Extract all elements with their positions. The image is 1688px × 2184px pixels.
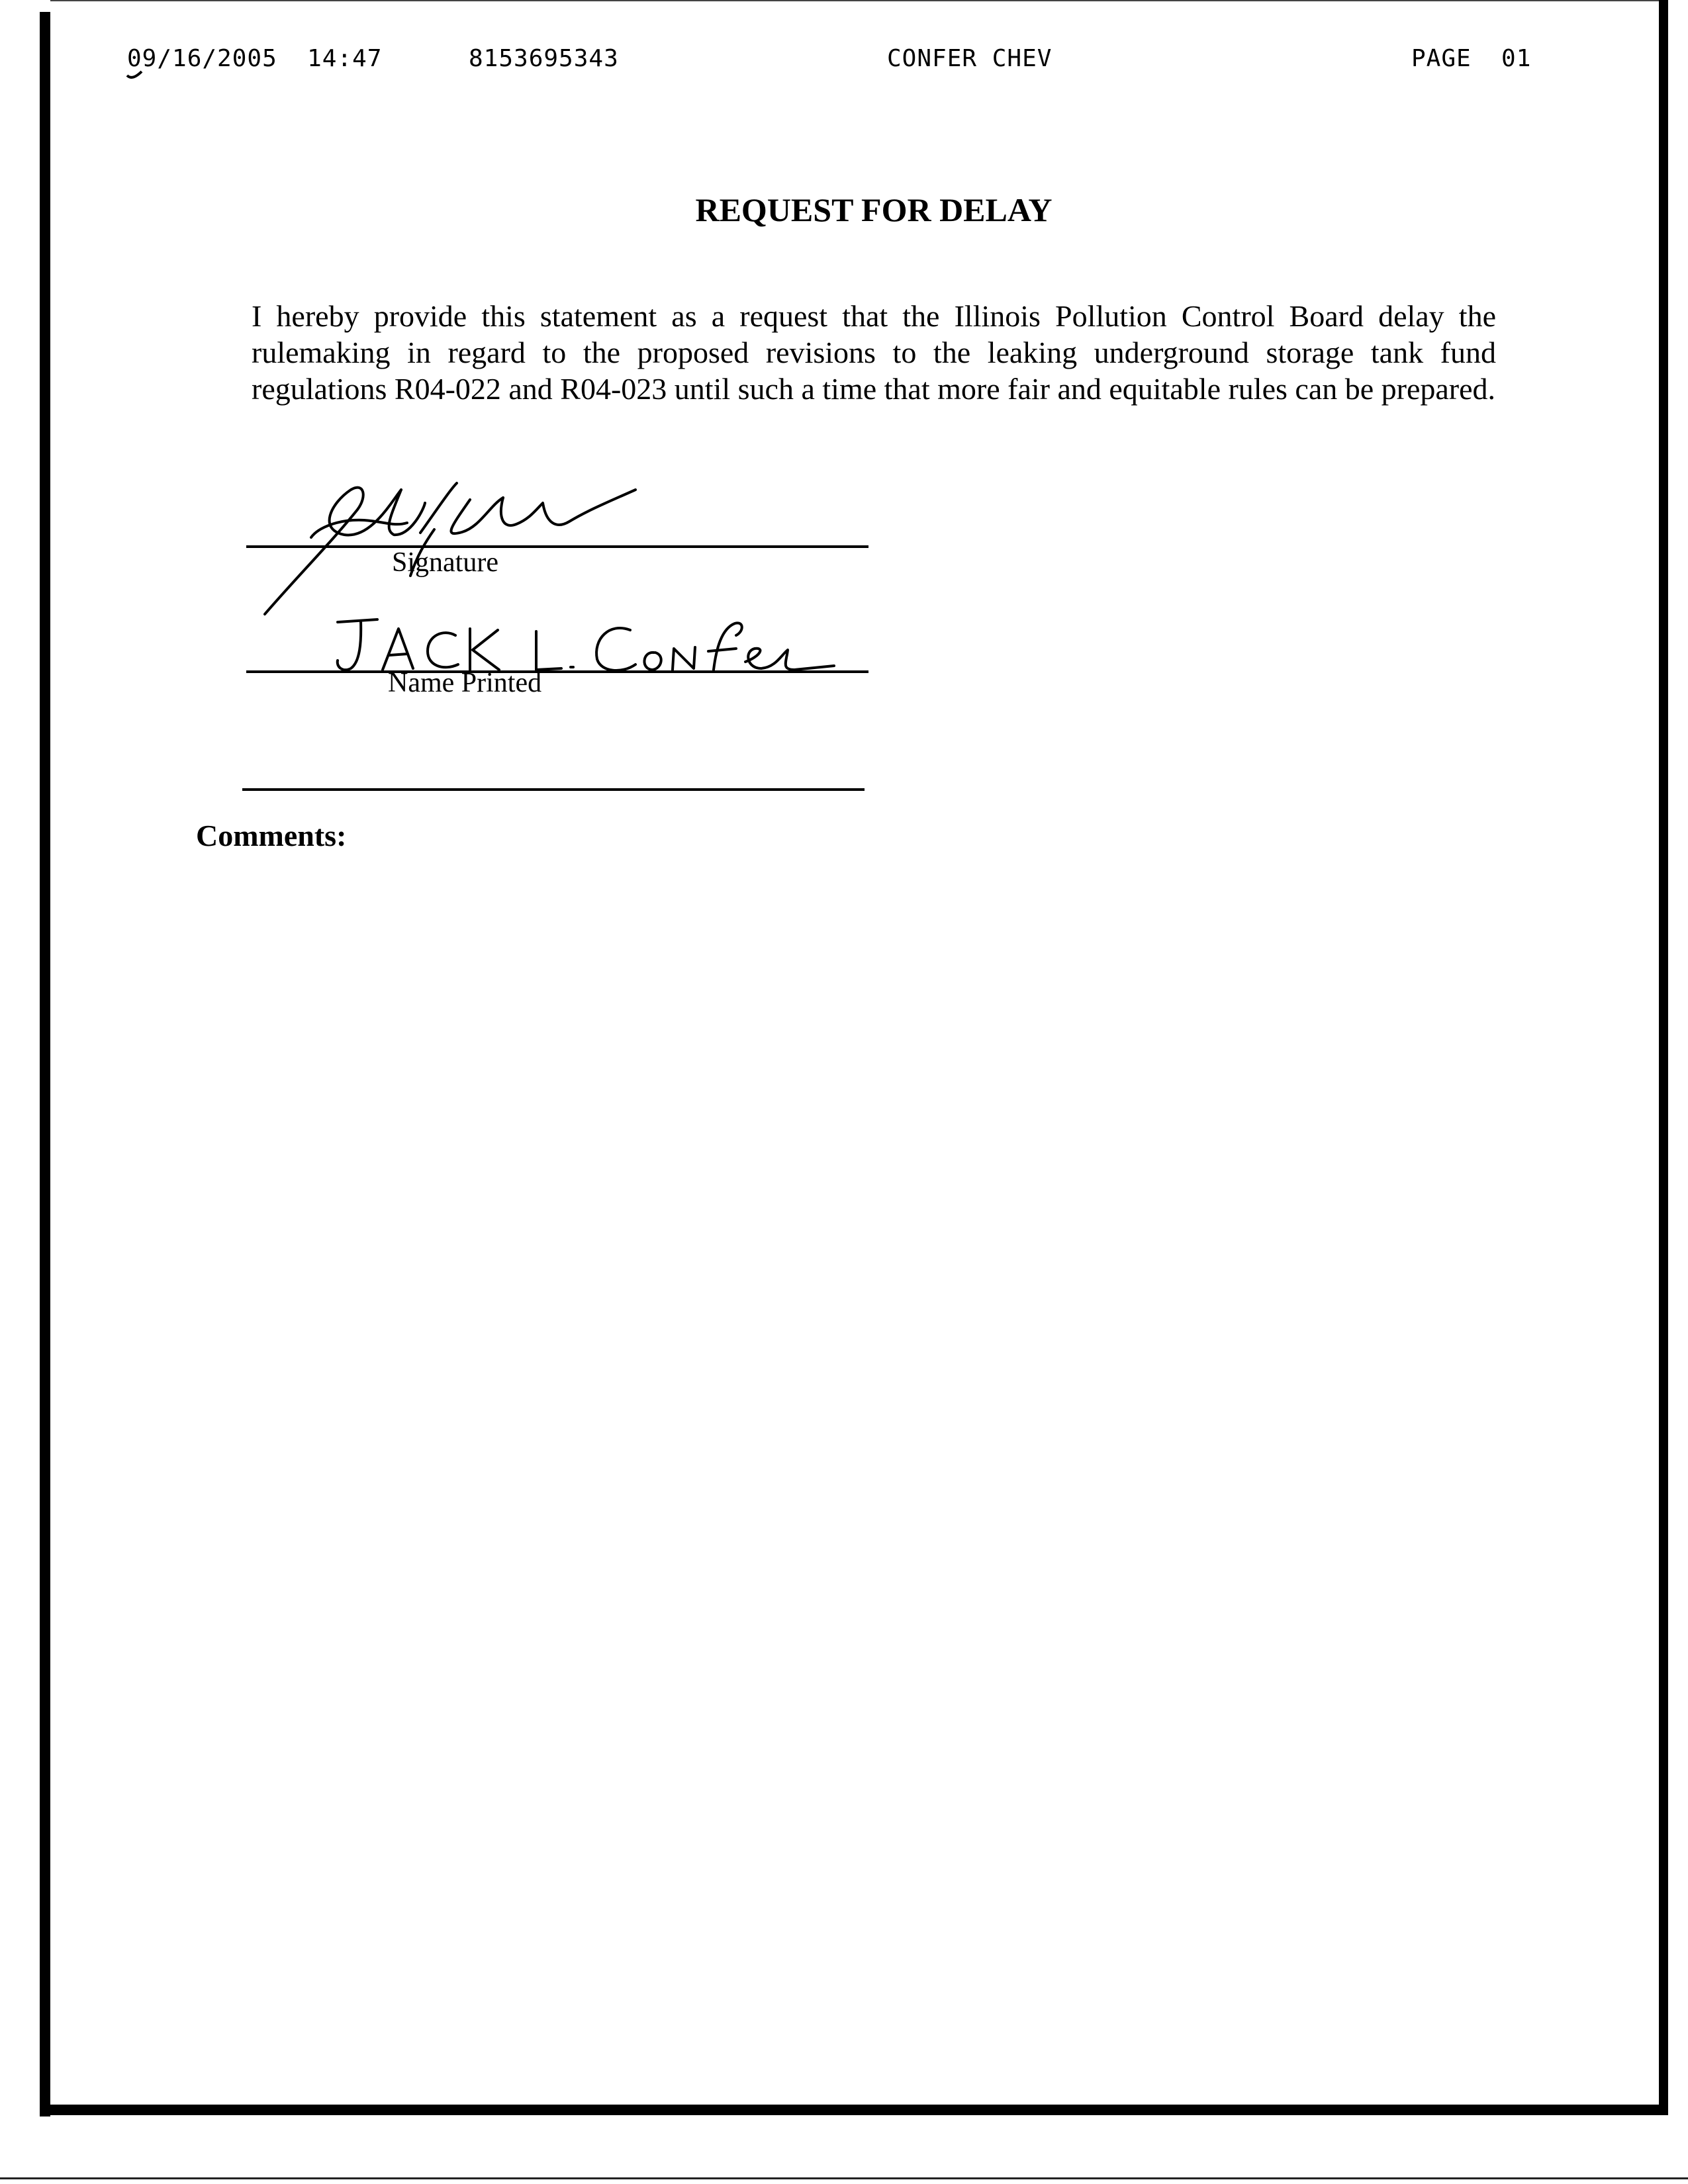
fax-datetime <box>127 45 382 72</box>
name-printed-label: Name Printed <box>388 668 542 698</box>
request-statement: I hereby provide this statement as a request that the Illinois Pollution Control Board delay the rulemaking in regard to the proposed revisions to the leaking underground storage tank fund regulations R04-022 and R04-023 until such a time that more fair and equitable rules can be prepared. <box>252 299 1496 406</box>
fax-page-number: PAGE 01 <box>1411 45 1532 72</box>
page-border-top <box>50 0 1659 1</box>
signature-label: Signature <box>392 547 498 578</box>
blank-line <box>242 788 865 791</box>
fax-time: 14:47 <box>307 45 383 72</box>
page-border-left <box>40 12 50 2116</box>
handwritten-signature <box>252 463 755 622</box>
document-title: REQUEST FOR DELAY <box>695 191 1053 228</box>
comments-label: Comments: <box>196 819 347 852</box>
fax-date: 09/16/2005 <box>127 45 277 72</box>
fax-phone: 8153695343 <box>469 45 619 72</box>
signature-line <box>246 545 868 548</box>
page-edge-bottom <box>0 2177 1688 2179</box>
page-border-bottom <box>40 2105 1668 2115</box>
fax-sender: CONFER CHEV <box>887 45 1053 72</box>
page-border-right <box>1659 0 1668 2105</box>
name-line <box>246 670 868 673</box>
